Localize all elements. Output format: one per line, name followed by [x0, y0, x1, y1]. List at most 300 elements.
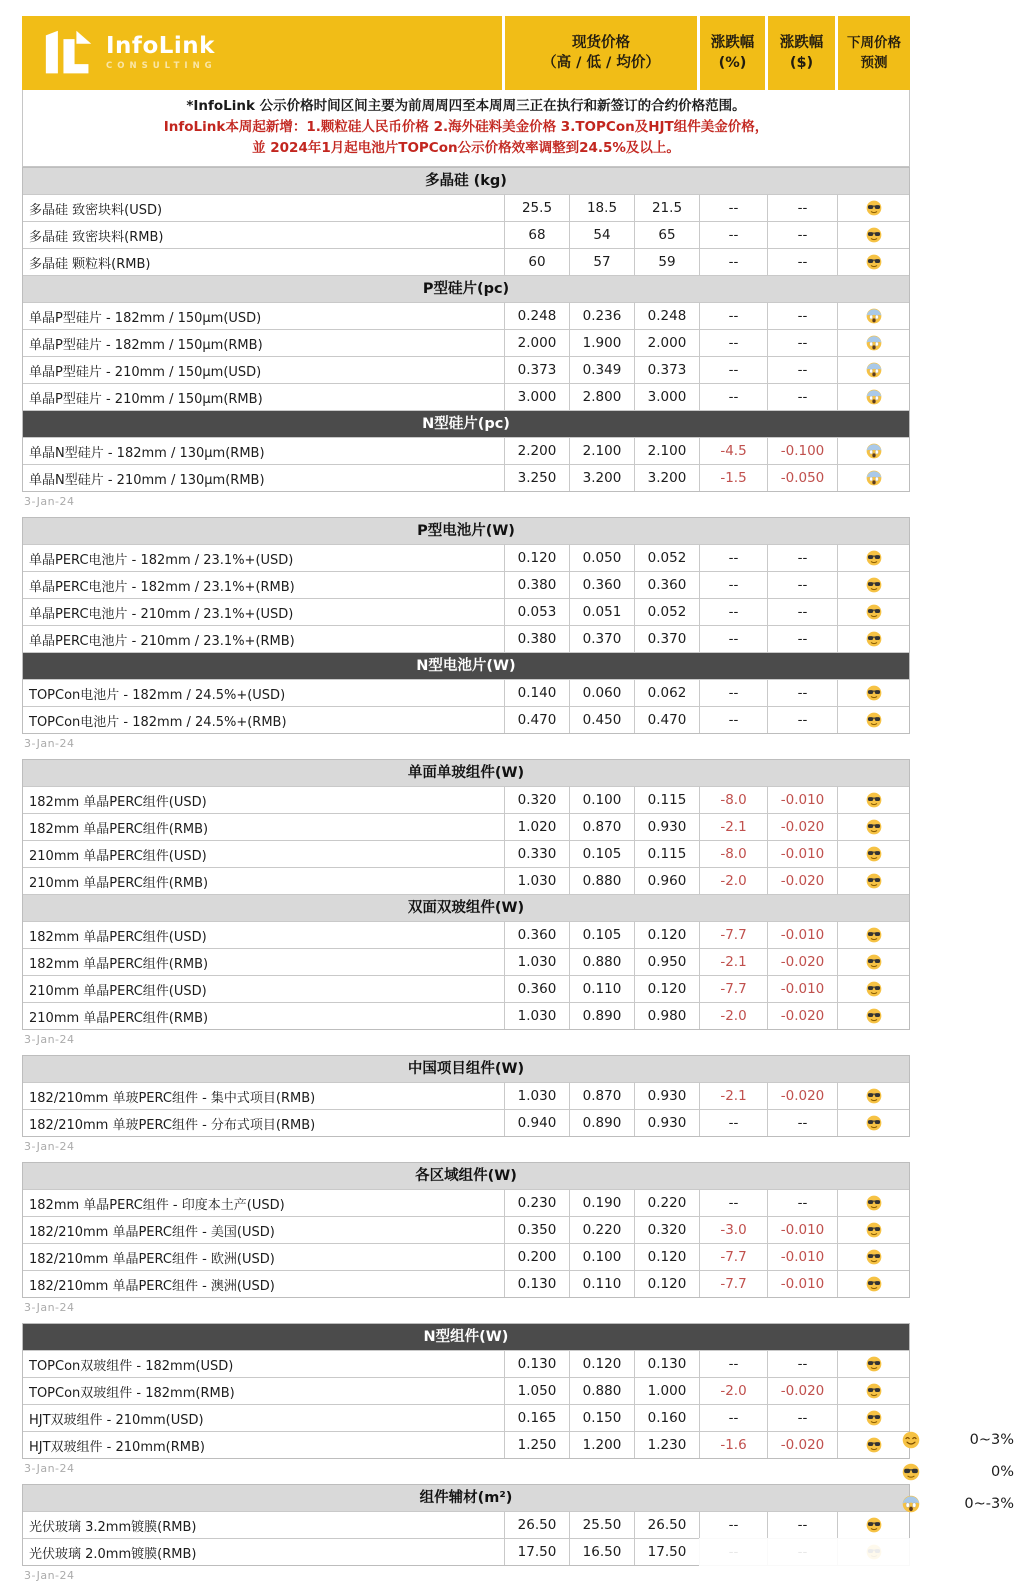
sunglasses-emoji-icon [866, 1517, 882, 1533]
price-row [23, 437, 909, 464]
price-row [23, 464, 909, 491]
price-high: 0.940 [504, 1110, 569, 1136]
change-pct: -- [699, 330, 767, 356]
price-row [23, 248, 909, 275]
price-row [23, 221, 909, 248]
row-label: TOPCon双玻组件 - 182mm(USD) [29, 1358, 234, 1374]
date-label: 3-Jan-24 [24, 1569, 75, 1582]
price-low: 0.105 [569, 841, 634, 867]
row-label: 182mm 单晶PERC组件(RMB) [29, 956, 209, 972]
forecast-cell [837, 222, 909, 248]
price-low: 0.100 [569, 787, 634, 813]
price-high: 60 [504, 249, 569, 275]
price-avg: 0.360 [634, 572, 699, 598]
sunglasses-emoji-icon [866, 1276, 882, 1292]
scream-emoji-icon [866, 362, 882, 378]
row-label: 单晶PERC电池片 - 182mm / 23.1%+(USD) [29, 552, 294, 568]
price-high: 0.248 [504, 303, 569, 329]
section-header: 单面单玻组件(W) [23, 760, 909, 786]
price-low: 0.050 [569, 545, 634, 571]
brand-area [22, 16, 502, 90]
price-avg: 2.100 [634, 438, 699, 464]
brand-subtitle: CONSULTING [106, 61, 217, 72]
price-avg: 0.120 [634, 922, 699, 948]
price-row [23, 625, 909, 652]
sunglasses-emoji-icon [866, 604, 882, 620]
section-header: N型组件(W) [23, 1324, 909, 1350]
row-label: 210mm 单晶PERC组件(RMB) [29, 1010, 209, 1026]
sunglasses-emoji-icon [866, 631, 882, 647]
change-usd: -- [767, 1351, 837, 1377]
sunglasses-emoji-icon [866, 1249, 882, 1265]
price-high: 3.250 [504, 465, 569, 491]
section-header: P型硅片(pc) [23, 275, 909, 302]
forecast-cell [837, 357, 909, 383]
forecast-cell [837, 707, 909, 733]
change-usd: -- [767, 1512, 837, 1538]
price-low: 16.50 [569, 1539, 634, 1565]
change-pct: -- [699, 195, 767, 221]
forecast-cell [837, 1405, 909, 1431]
scream-emoji-icon [902, 1495, 920, 1513]
forecast-cell [837, 438, 909, 464]
price-table-group [22, 1162, 910, 1298]
change-pct: -- [699, 1512, 767, 1538]
change-usd: -0.010 [767, 976, 837, 1002]
sunglasses-emoji-icon [866, 1115, 882, 1131]
price-high: 2.200 [504, 438, 569, 464]
price-high: 1.250 [504, 1432, 569, 1458]
column-header-line: ($) [789, 55, 814, 71]
row-label: 182/210mm 单玻PERC组件 - 集中式项目(RMB) [29, 1090, 316, 1106]
change-usd: -- [767, 1190, 837, 1216]
section-header: 各区域组件(W) [23, 1163, 909, 1189]
notes-block [22, 90, 910, 167]
price-avg: 0.062 [634, 680, 699, 706]
forecast-cell [837, 1351, 909, 1377]
price-avg: 59 [634, 249, 699, 275]
price-row [23, 840, 909, 867]
price-avg: 0.980 [634, 1003, 699, 1029]
row-label: 210mm 单晶PERC组件(RMB) [29, 875, 209, 891]
change-usd: -0.010 [767, 841, 837, 867]
forecast-cell [837, 599, 909, 625]
date-label: 3-Jan-24 [24, 1140, 75, 1153]
price-row [23, 544, 909, 571]
sunglasses-emoji-icon [866, 254, 882, 270]
change-usd: -- [767, 707, 837, 733]
price-table-group [22, 1484, 910, 1566]
price-low: 0.890 [569, 1110, 634, 1136]
section-header: 组件辅材(m²) [23, 1485, 909, 1511]
price-avg: 0.115 [634, 841, 699, 867]
price-avg: 1.000 [634, 1378, 699, 1404]
sunglasses-emoji-icon [866, 927, 882, 943]
price-avg: 0.120 [634, 1244, 699, 1270]
date-label: 3-Jan-24 [24, 737, 75, 750]
price-avg: 0.960 [634, 868, 699, 894]
forecast-cell [837, 787, 909, 813]
forecast-cell [837, 680, 909, 706]
change-usd: -0.020 [767, 949, 837, 975]
row-label: 210mm 单晶PERC组件(USD) [29, 848, 207, 864]
price-row [23, 975, 909, 1002]
price-low: 25.50 [569, 1512, 634, 1538]
change-pct: -1.6 [699, 1432, 767, 1458]
price-row [23, 1109, 909, 1136]
price-high: 0.120 [504, 545, 569, 571]
sunglasses-emoji-icon [866, 1437, 882, 1453]
note-line-2: InfoLink本周起新增：1.颗粒硅人民币价格 2.海外硅料美金价格 3.TOPCon及HJT组件美金价格， [163, 119, 769, 135]
forecast-cell [837, 922, 909, 948]
price-low: 0.190 [569, 1190, 634, 1216]
price-row [23, 1002, 909, 1029]
date-label: 3-Jan-24 [24, 1033, 75, 1046]
row-label: 182mm 单晶PERC组件 - 印度本土产(USD) [29, 1197, 285, 1213]
price-high: 0.320 [504, 787, 569, 813]
change-pct: -- [699, 357, 767, 383]
sunglasses-emoji-icon [866, 200, 882, 216]
change-pct: -7.7 [699, 1244, 767, 1270]
change-usd: -0.010 [767, 922, 837, 948]
forecast-cell [837, 626, 909, 652]
sunglasses-emoji-icon [866, 1356, 882, 1372]
legend-item [902, 1424, 1020, 1456]
price-low: 0.880 [569, 1378, 634, 1404]
change-pct: -2.1 [699, 1083, 767, 1109]
sunglasses-emoji-icon [866, 954, 882, 970]
price-avg: 0.220 [634, 1190, 699, 1216]
row-label: 182/210mm 单晶PERC组件 - 美国(USD) [29, 1224, 275, 1240]
sunglasses-emoji-icon [866, 846, 882, 862]
price-row [23, 598, 909, 625]
forecast-cell [837, 249, 909, 275]
price-high: 0.360 [504, 922, 569, 948]
forecast-cell [837, 545, 909, 571]
price-avg: 17.50 [634, 1539, 699, 1565]
row-label: 182/210mm 单玻PERC组件 - 分布式项目(RMB) [29, 1117, 316, 1133]
price-high: 2.000 [504, 330, 569, 356]
row-label: 单晶P型硅片 - 182mm / 150μm(USD) [29, 310, 262, 326]
row-label: 182/210mm 单晶PERC组件 - 澳洲(USD) [29, 1278, 275, 1294]
change-pct: -- [699, 249, 767, 275]
row-label: 单晶P型硅片 - 210mm / 150μm(USD) [29, 364, 262, 380]
price-high: 0.350 [504, 1217, 569, 1243]
price-low: 0.060 [569, 680, 634, 706]
price-avg: 1.230 [634, 1432, 699, 1458]
table-header-band [22, 16, 910, 90]
price-low: 0.880 [569, 949, 634, 975]
scream-emoji-icon [866, 389, 882, 405]
change-usd: -0.010 [767, 1244, 837, 1270]
forecast-cell [837, 572, 909, 598]
price-high: 0.470 [504, 707, 569, 733]
price-row [23, 194, 909, 221]
change-usd: -- [767, 626, 837, 652]
price-avg: 26.50 [634, 1512, 699, 1538]
price-high: 0.140 [504, 680, 569, 706]
change-usd: -0.020 [767, 1003, 837, 1029]
change-pct: -- [699, 1351, 767, 1377]
brand-text [106, 35, 217, 71]
row-label: 单晶P型硅片 - 210mm / 150μm(RMB) [29, 391, 263, 407]
change-pct: -- [699, 599, 767, 625]
row-label: TOPCon双玻组件 - 182mm(RMB) [29, 1385, 235, 1401]
price-high: 0.230 [504, 1190, 569, 1216]
change-pct: -1.5 [699, 465, 767, 491]
legend-label: 0~-3% [964, 1496, 1014, 1512]
price-row [23, 1377, 909, 1404]
change-usd: -- [767, 384, 837, 410]
price-avg: 2.000 [634, 330, 699, 356]
price-low: 57 [569, 249, 634, 275]
price-avg: 0.320 [634, 1217, 699, 1243]
price-row [23, 948, 909, 975]
row-label: 单晶P型硅片 - 182mm / 150μm(RMB) [29, 337, 263, 353]
change-usd: -0.010 [767, 787, 837, 813]
change-pct: -- [699, 545, 767, 571]
price-avg: 0.470 [634, 707, 699, 733]
price-high: 0.373 [504, 357, 569, 383]
change-usd: -0.020 [767, 814, 837, 840]
price-avg: 0.052 [634, 599, 699, 625]
price-row [23, 1243, 909, 1270]
forecast-cell [837, 1432, 909, 1458]
legend-item [902, 1456, 1020, 1488]
forecast-cell [837, 1244, 909, 1270]
price-low: 0.150 [569, 1405, 634, 1431]
price-row [23, 1404, 909, 1431]
change-pct: -- [699, 384, 767, 410]
sunglasses-emoji-icon [902, 1463, 920, 1481]
price-row [23, 1189, 909, 1216]
column-header-forecast [838, 16, 910, 90]
price-table-group [22, 517, 910, 734]
legend-label: 0% [990, 1464, 1014, 1480]
scream-emoji-icon [866, 443, 882, 459]
legend-item [902, 1488, 1020, 1520]
price-low: 0.890 [569, 1003, 634, 1029]
price-avg: 0.950 [634, 949, 699, 975]
row-label: 182mm 单晶PERC组件(USD) [29, 929, 207, 945]
price-high: 0.130 [504, 1351, 569, 1377]
infolink-logo-icon [44, 29, 94, 77]
price-avg: 0.160 [634, 1405, 699, 1431]
price-high: 3.000 [504, 384, 569, 410]
sunglasses-emoji-icon [866, 1088, 882, 1104]
brand-name: InfoLink [106, 33, 215, 60]
price-low: 1.200 [569, 1432, 634, 1458]
price-avg: 3.200 [634, 465, 699, 491]
price-high: 0.200 [504, 1244, 569, 1270]
price-table-group [22, 1323, 910, 1459]
scream-emoji-icon [866, 470, 882, 486]
sunglasses-emoji-icon [866, 227, 882, 243]
sunglasses-emoji-icon [866, 981, 882, 997]
column-header-line: （高 / 低 / 均价） [542, 55, 660, 71]
forecast-cell [837, 195, 909, 221]
sunglasses-emoji-icon [866, 577, 882, 593]
price-row [23, 1511, 909, 1538]
forecast-legend [902, 1424, 1020, 1520]
price-high: 1.030 [504, 1083, 569, 1109]
price-avg: 0.373 [634, 357, 699, 383]
price-high: 0.130 [504, 1271, 569, 1297]
column-header-line: 下周价格 [847, 35, 901, 51]
section-header: 双面双玻组件(W) [23, 894, 909, 921]
price-avg: 0.120 [634, 976, 699, 1002]
date-label: 3-Jan-24 [24, 495, 75, 508]
change-usd: -0.020 [767, 1378, 837, 1404]
forecast-cell [837, 949, 909, 975]
forecast-cell [837, 465, 909, 491]
price-low: 3.200 [569, 465, 634, 491]
change-pct: -2.1 [699, 814, 767, 840]
sunglasses-emoji-icon [866, 1410, 882, 1426]
price-low: 2.800 [569, 384, 634, 410]
forecast-cell [837, 384, 909, 410]
forecast-cell [837, 1512, 909, 1538]
price-high: 0.165 [504, 1405, 569, 1431]
row-label: TOPCon电池片 - 182mm / 24.5%+(RMB) [29, 714, 287, 730]
row-label: 多晶硅 颗粒料(RMB) [29, 256, 151, 272]
date-label: 3-Jan-24 [24, 1301, 75, 1314]
price-low: 1.900 [569, 330, 634, 356]
price-row [23, 786, 909, 813]
change-pct: -- [699, 626, 767, 652]
change-pct: -2.0 [699, 1003, 767, 1029]
forecast-cell [837, 814, 909, 840]
price-low: 0.120 [569, 1351, 634, 1377]
change-usd: -- [767, 249, 837, 275]
change-usd: -0.010 [767, 1271, 837, 1297]
price-row [23, 383, 909, 410]
price-low: 0.870 [569, 1083, 634, 1109]
forecast-cell [837, 976, 909, 1002]
price-row [23, 679, 909, 706]
forecast-cell [837, 303, 909, 329]
price-avg: 0.930 [634, 1083, 699, 1109]
change-usd: -- [767, 222, 837, 248]
change-pct: -- [699, 1405, 767, 1431]
price-avg: 21.5 [634, 195, 699, 221]
column-header-line: 预测 [860, 55, 888, 71]
column-header-line: 现货价格 [572, 35, 630, 51]
row-label: 光伏玻璃 3.2mm镀膜(RMB) [29, 1519, 197, 1535]
column-header-change-usd [768, 16, 835, 90]
price-row [23, 302, 909, 329]
row-label: 光伏玻璃 2.0mm镀膜(RMB) [29, 1546, 197, 1562]
price-high: 0.380 [504, 572, 569, 598]
change-pct: -- [699, 303, 767, 329]
sunglasses-emoji-icon [866, 685, 882, 701]
row-label: 多晶硅 致密块料(USD) [29, 202, 163, 218]
price-low: 0.110 [569, 1271, 634, 1297]
row-label: HJT双玻组件 - 210mm(RMB) [29, 1439, 205, 1455]
change-usd: -- [767, 1405, 837, 1431]
change-pct: -- [699, 1190, 767, 1216]
price-row [23, 329, 909, 356]
change-pct: -7.7 [699, 922, 767, 948]
sunglasses-emoji-icon [866, 792, 882, 808]
price-row [23, 921, 909, 948]
change-usd: -0.020 [767, 1083, 837, 1109]
price-low: 54 [569, 222, 634, 248]
price-low: 0.360 [569, 572, 634, 598]
change-usd: -- [767, 1110, 837, 1136]
change-usd: -- [767, 195, 837, 221]
price-low: 2.100 [569, 438, 634, 464]
price-high: 1.030 [504, 949, 569, 975]
price-high: 0.360 [504, 976, 569, 1002]
price-avg: 0.930 [634, 814, 699, 840]
forecast-cell [837, 1271, 909, 1297]
price-avg: 0.370 [634, 626, 699, 652]
sunglasses-emoji-icon [866, 712, 882, 728]
change-pct: -8.0 [699, 841, 767, 867]
price-low: 0.110 [569, 976, 634, 1002]
price-high: 26.50 [504, 1512, 569, 1538]
change-usd: -- [767, 303, 837, 329]
change-usd: -0.100 [767, 438, 837, 464]
scream-emoji-icon [866, 308, 882, 324]
price-sheet [22, 16, 910, 1591]
forecast-cell [837, 1110, 909, 1136]
row-label: 多晶硅 致密块料(RMB) [29, 229, 164, 245]
price-high: 0.053 [504, 599, 569, 625]
change-pct: -- [699, 572, 767, 598]
change-pct: -3.0 [699, 1217, 767, 1243]
change-pct: -7.7 [699, 976, 767, 1002]
price-row [23, 571, 909, 598]
row-label: HJT双玻组件 - 210mm(USD) [29, 1412, 204, 1428]
legend-label: 0~3% [969, 1432, 1014, 1448]
change-pct: -- [699, 1110, 767, 1136]
sunglasses-emoji-icon [866, 550, 882, 566]
section-header: N型电池片(W) [23, 652, 909, 679]
price-high: 1.050 [504, 1378, 569, 1404]
row-label: 182mm 单晶PERC组件(USD) [29, 794, 207, 810]
price-high: 68 [504, 222, 569, 248]
price-row [23, 1082, 909, 1109]
column-header-change-pct [700, 16, 765, 90]
scream-emoji-icon [866, 335, 882, 351]
column-header-line: 涨跌幅 [779, 35, 824, 51]
change-pct: -- [699, 222, 767, 248]
price-row [23, 706, 909, 733]
note-line-3: 並 2024年1月起电池片TOPCon公示价格效率调整到24.5%及以上。 [252, 140, 680, 156]
price-row [23, 1350, 909, 1377]
price-avg: 65 [634, 222, 699, 248]
change-pct: -2.1 [699, 949, 767, 975]
price-low: 18.5 [569, 195, 634, 221]
price-table-group [22, 167, 910, 492]
price-table-group [22, 759, 910, 1030]
price-row [23, 1216, 909, 1243]
smile-emoji-icon [902, 1431, 920, 1449]
forecast-cell [837, 1217, 909, 1243]
price-low: 0.236 [569, 303, 634, 329]
change-pct: -- [699, 707, 767, 733]
section-header: 多晶硅 (kg) [23, 168, 909, 194]
row-label: 单晶PERC电池片 - 210mm / 23.1%+(RMB) [29, 633, 295, 649]
forecast-cell [837, 1190, 909, 1216]
note-line-1: *InfoLink 公示价格时间区间主要为前周周四至本周周三正在执行和新签订的合约价格范围。 [186, 98, 746, 114]
change-pct: -7.7 [699, 1271, 767, 1297]
price-low: 0.880 [569, 868, 634, 894]
row-label: 单晶PERC电池片 - 210mm / 23.1%+(USD) [29, 606, 294, 622]
date-label: 3-Jan-24 [24, 1462, 75, 1475]
